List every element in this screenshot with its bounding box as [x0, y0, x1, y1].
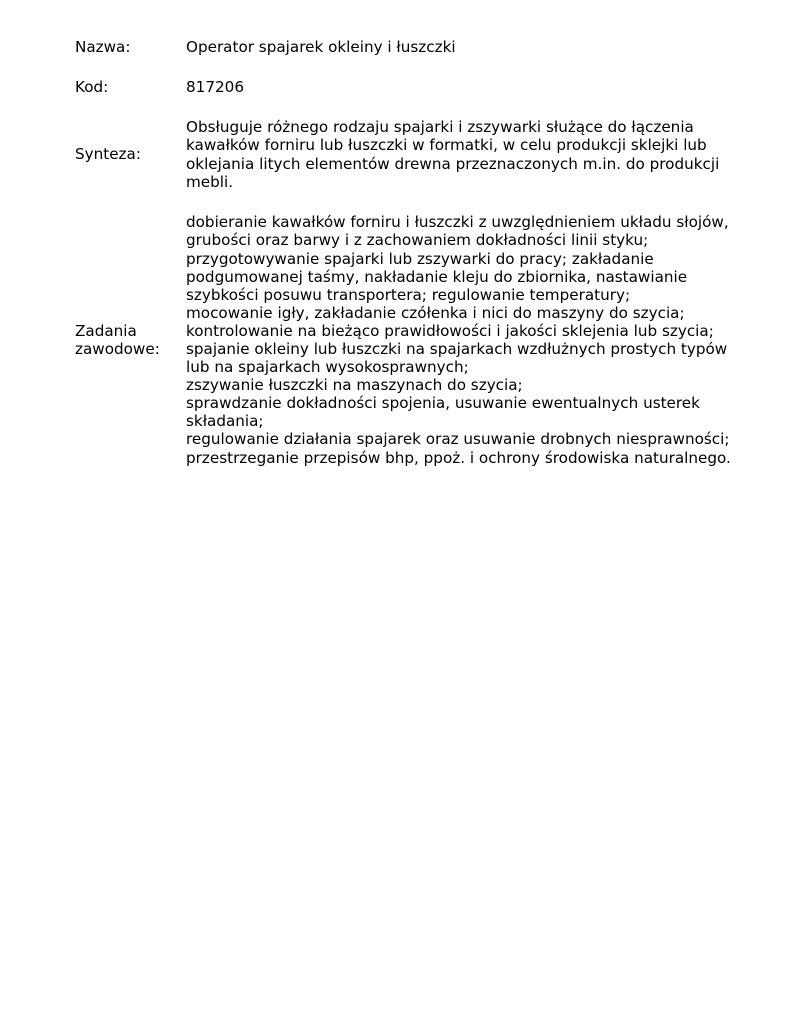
field-row-tasks: [75, 212, 765, 468]
field-label-name: Nazwa:: [75, 38, 131, 57]
field-label-code: Kod:: [75, 78, 109, 97]
task-line: kontrolowanie na bieżąco prawidłowości i jakości sklejenia lub szycia;: [186, 321, 714, 340]
task-line: zszywanie łuszczki na maszynach do szycia;: [186, 376, 523, 395]
task-line: lub na spajarkach wysokosprawnych;: [186, 358, 469, 377]
synthesis-line: oklejania litych elementów drewna przeznaczonych m.in. do produkcji: [186, 154, 720, 173]
field-value-code: 817206: [186, 78, 244, 97]
task-line: przestrzeganie przepisów bhp, ppoż. i ochrony środowiska naturalnego.: [186, 448, 731, 467]
synthesis-line: mebli.: [186, 172, 234, 191]
task-line: składania;: [186, 412, 264, 431]
synthesis-line: Obsługuje różnego rodzaju spajarki i zszywarki służące do łączenia: [186, 118, 694, 137]
task-line: przygotowywanie spajarki lub zszywarki do pracy; zakładanie: [186, 249, 654, 268]
task-line: dobieranie kawałków forniru i łuszczki z uwzględnieniem układu słojów,: [186, 213, 729, 232]
field-label-tasks: Zadania zawodowe:: [75, 321, 160, 358]
task-line: spajanie okleiny lub łuszczki na spajarkach wzdłużnych prostych typów: [186, 340, 728, 358]
task-line: sprawdzanie dokładności spojenia, usuwanie ewentualnych usterek: [186, 394, 700, 413]
task-line: grubości oraz barwy i z zachowaniem dokładności linii styku;: [186, 231, 649, 250]
synthesis-line: kawałków forniru lub łuszczki w formatki, w celu produkcji sklejki lub: [186, 136, 707, 155]
field-value-name: Operator spajarek okleiny i łuszczki: [186, 38, 456, 57]
field-row-name: [75, 38, 765, 57]
field-value-synthesis: [186, 118, 765, 190]
field-label-synthesis: Synteza:: [75, 145, 141, 164]
field-value-tasks: [186, 213, 765, 466]
field-row-synthesis: [75, 118, 765, 191]
task-line: szybkości posuwu transportera; regulowanie temperatury;: [186, 285, 631, 304]
task-line: mocowanie igły, zakładanie czółenka i nici do maszyny do szycia;: [186, 303, 685, 322]
field-row-code: [75, 78, 765, 97]
task-line: regulowanie działania spajarek oraz usuwanie drobnych niesprawności;: [186, 430, 730, 449]
task-line: podgumowanej taśmy, nakładanie kleju do zbiornika, nastawianie: [186, 267, 688, 286]
